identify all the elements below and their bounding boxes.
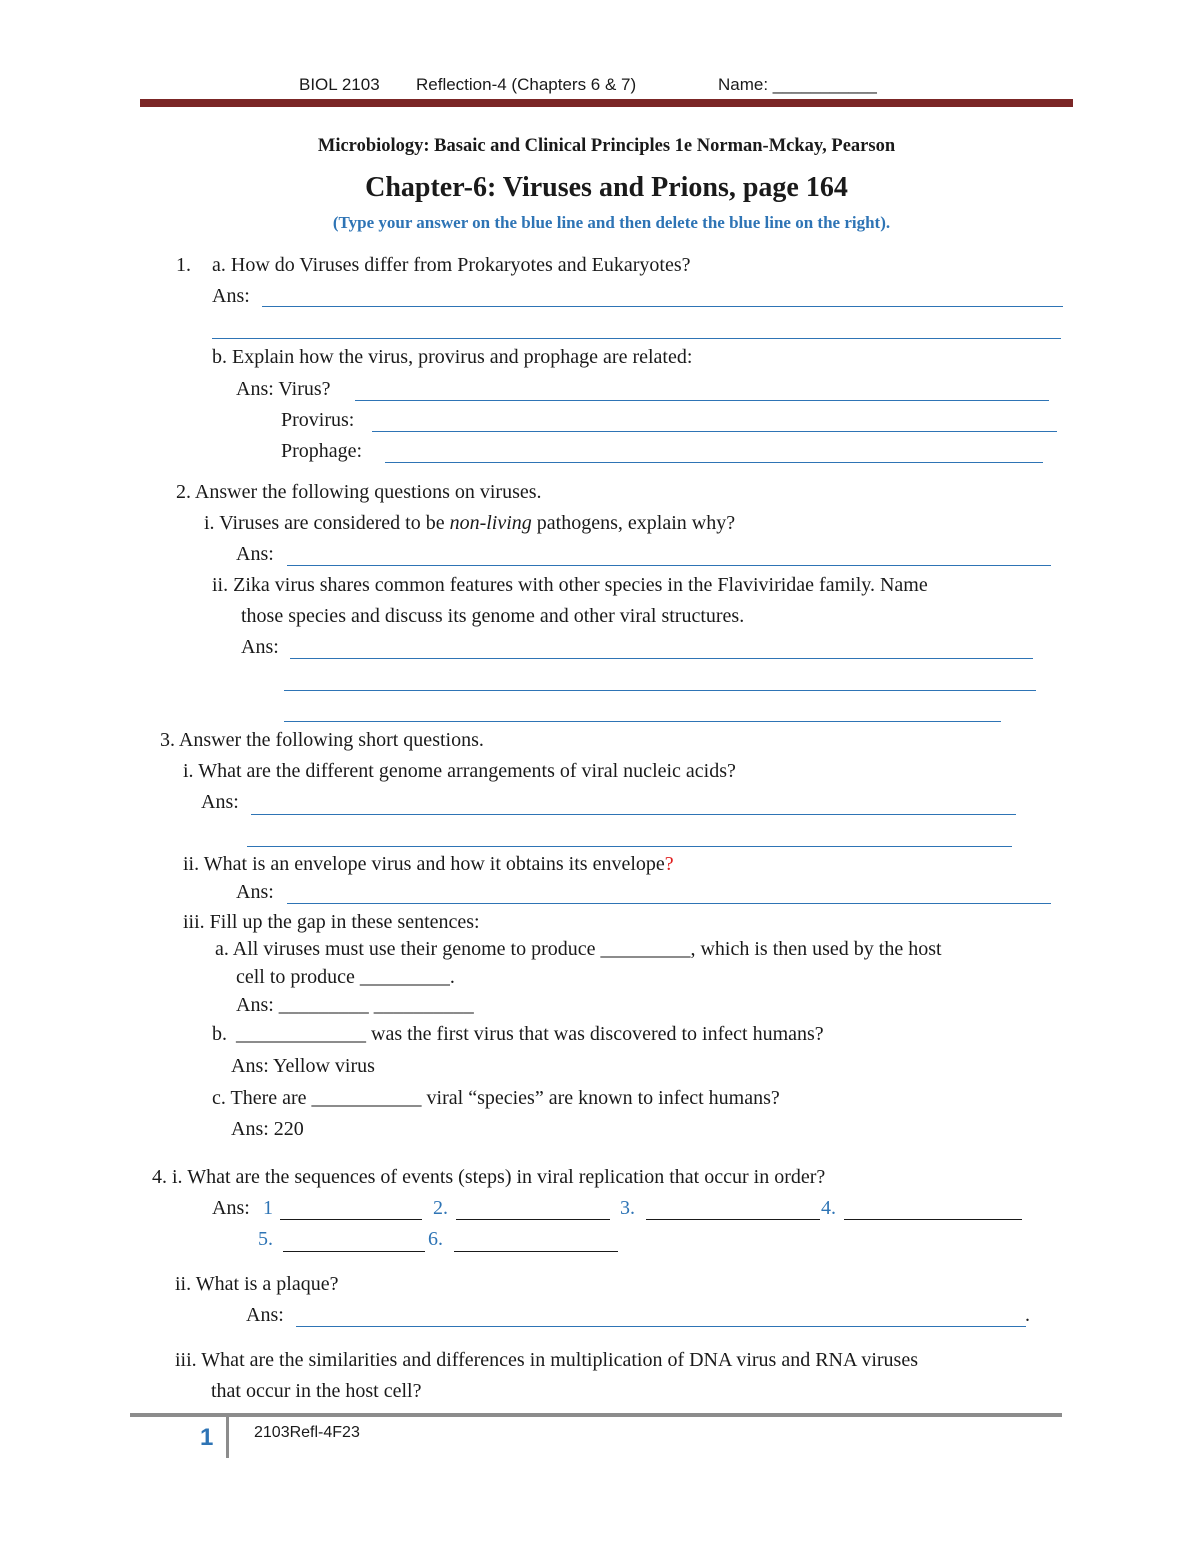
step-4-label: 4. — [821, 1197, 836, 1219]
q2ii-ans-label: Ans: — [241, 636, 279, 658]
q2ii-answer-line-1[interactable] — [290, 658, 1033, 659]
q3i-answer-line-2[interactable] — [247, 846, 1012, 847]
q3iii-a-line2: cell to produce _________. — [236, 966, 455, 988]
q2ii-question-line1: ii. Zika virus shares common features with other species in the Flaviviridae family. Name — [212, 574, 928, 596]
q1b-virus-label: Ans: Virus? — [236, 378, 331, 400]
q2-heading: 2. Answer the following questions on viruses. — [176, 481, 542, 503]
q1a-answer-line-1[interactable] — [262, 306, 1063, 307]
step-6-answer-line[interactable] — [454, 1251, 618, 1252]
q3iii-b-question: _____________ was the first virus that was discovered to infect humans? — [236, 1023, 824, 1045]
q3ii-ans-label: Ans: — [236, 881, 274, 903]
book-title: Microbiology: Basaic and Clinical Principles 1e Norman-Mckay, Pearson — [317, 136, 896, 156]
assignment-title: Reflection-4 (Chapters 6 & 7) — [416, 75, 637, 94]
footer-divider — [226, 1417, 229, 1458]
q3iii-b-label: b. — [212, 1023, 227, 1045]
q3i-answer-line-1[interactable] — [251, 814, 1016, 815]
page-number: 1 — [200, 1424, 214, 1451]
q1b-provirus-label: Provirus: — [281, 409, 355, 431]
q3ii-question-mark: ? — [664, 853, 674, 875]
q3i-question: i. What are the different genome arrangements of viral nucleic acids? — [183, 760, 736, 782]
q1a-answer-line-2[interactable] — [212, 338, 1061, 339]
q3iii-b-answer: Ans: Yellow virus — [231, 1055, 375, 1077]
q1b-virus-answer-line[interactable] — [355, 400, 1049, 401]
q3iii-c-answer: Ans: 220 — [231, 1118, 304, 1140]
footer-rule — [130, 1413, 1062, 1417]
q1a-question: a. How do Viruses differ from Prokaryotes and Eukaryotes? — [212, 254, 691, 276]
q1b-prophage-label: Prophage: — [281, 440, 363, 462]
q2ii-answer-line-3[interactable] — [284, 721, 1001, 722]
q4i-question: 4. i. What are the sequences of events (steps) in viral replication that occur in order? — [152, 1166, 826, 1188]
q3i-ans-label: Ans: — [201, 791, 239, 813]
step-1-answer-line[interactable] — [280, 1219, 422, 1220]
q1b-question: b. Explain how the virus, provirus and prophage are related: — [212, 346, 693, 368]
q2i-ans-label: Ans: — [236, 543, 274, 565]
step-4-answer-line[interactable] — [844, 1219, 1022, 1220]
q3iii-question: iii. Fill up the gap in these sentences: — [183, 911, 480, 933]
q1b-prophage-answer-line[interactable] — [385, 462, 1043, 463]
q2ii-answer-line-2[interactable] — [284, 690, 1036, 691]
q1b-provirus-answer-line[interactable] — [372, 431, 1057, 432]
q4ii-question: ii. What is a plaque? — [175, 1273, 339, 1295]
q4ii-period: . — [1025, 1304, 1030, 1326]
step-5-label: 5. — [258, 1228, 273, 1250]
q1a-ans-label: Ans: — [212, 285, 250, 307]
q4ii-answer-line[interactable] — [296, 1326, 1026, 1327]
q3ii-question — [183, 853, 674, 876]
q2i-text-start: i. Viruses are considered to be — [204, 512, 450, 534]
step-2-label: 2. — [433, 1197, 448, 1219]
q3iii-c-question: c. There are ___________ viral “species” are known to infect humans? — [212, 1087, 780, 1109]
step-2-answer-line[interactable] — [456, 1219, 610, 1220]
q2i-answer-line[interactable] — [287, 565, 1051, 566]
q3iii-a-answer[interactable]: Ans: _________ __________ — [236, 994, 474, 1016]
step-5-answer-line[interactable] — [283, 1251, 425, 1252]
q4iii-question-line2: that occur in the host cell? — [211, 1380, 422, 1402]
step-3-answer-line[interactable] — [646, 1219, 820, 1220]
header-rule — [140, 99, 1073, 107]
q2i-question — [204, 512, 735, 535]
q2i-text-end: pathogens, explain why? — [531, 512, 736, 534]
chapter-title: Chapter-6: Viruses and Prions, page 164 — [365, 172, 848, 203]
q4i-ans-label: Ans: — [212, 1197, 250, 1219]
q4iii-question-line1: iii. What are the similarities and differences in multiplication of DNA virus and RNA viruses — [175, 1349, 918, 1371]
q3ii-answer-line[interactable] — [287, 903, 1051, 904]
step-1-label: 1 — [263, 1197, 273, 1219]
q3-heading: 3. Answer the following short questions. — [160, 729, 484, 751]
step-6-label: 6. — [428, 1228, 443, 1250]
instruction-text: (Type your answer on the blue line and then delete the blue line on the right). — [332, 213, 891, 232]
q3iii-a-line1: a. All viruses must use their genome to produce _________, which is then used by the host — [215, 938, 942, 960]
course-code: BIOL 2103 — [299, 75, 380, 94]
q4ii-ans-label: Ans: — [246, 1304, 284, 1326]
name-field-label[interactable]: Name: ___________ — [718, 75, 877, 94]
q3ii-text: ii. What is an envelope virus and how it obtains its envelope — [183, 853, 665, 875]
q2i-emphasis: non-living — [449, 512, 532, 534]
step-3-label: 3. — [620, 1197, 635, 1219]
q2ii-question-line2: those species and discuss its genome and other viral structures. — [241, 605, 745, 627]
document-code: 2103Refl-4F23 — [254, 1424, 360, 1441]
q1-number: 1. — [176, 254, 191, 276]
